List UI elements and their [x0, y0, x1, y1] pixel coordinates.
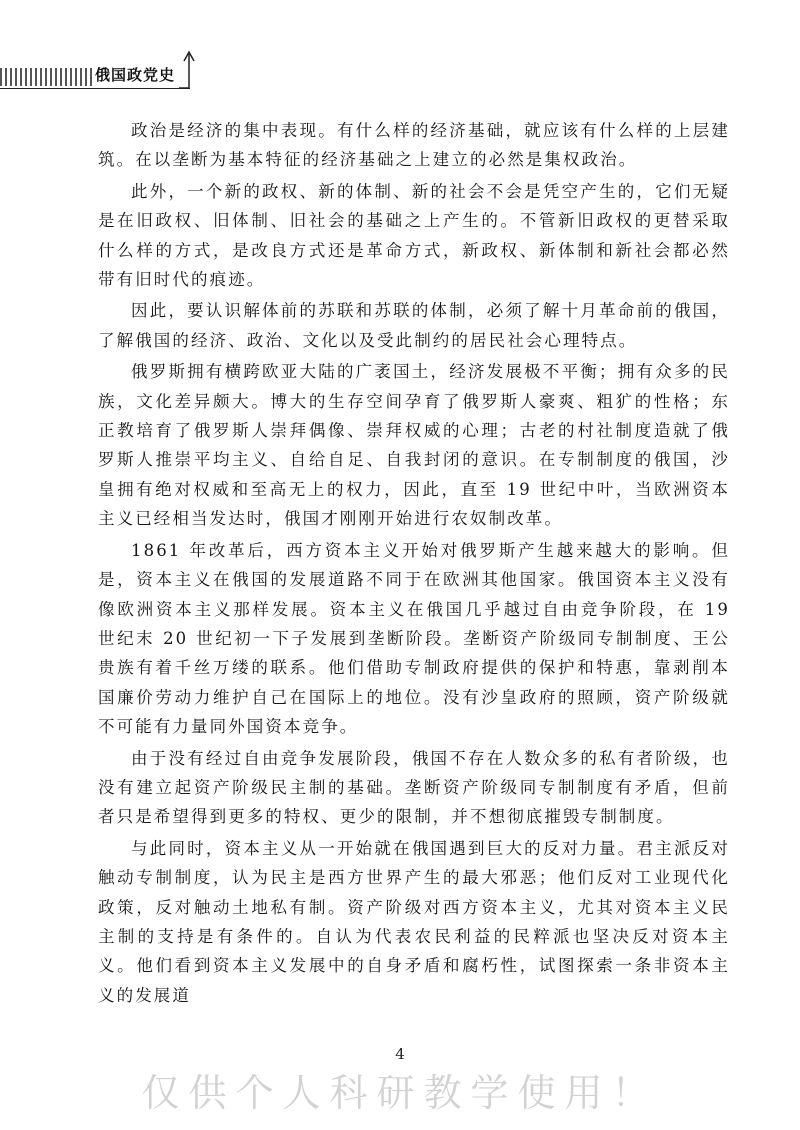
book-title: 俄国政党史	[95, 66, 176, 84]
header-arrow-icon	[176, 48, 200, 92]
paragraph: 政治是经济的集中表现。有什么样的经济基础，就应该有什么样的上层建筑。在以垄断为基本特征的经济基础之上建立的必然是集权政治。	[98, 121, 730, 170]
watermark: 仅供个人科研教学使用！	[141, 1071, 659, 1115]
header-rule	[0, 88, 190, 89]
running-header	[0, 48, 800, 108]
paragraph: 1861 年改革后，西方资本主义开始对俄罗斯产生越来越大的影响。但是，资本主义在俄国的发展道路不同于在欧洲其他国家。俄国资本主义没有像欧洲资本主义那样发展。资本主义在俄国几乎越过自由竞争阶段，在 19 世纪末 20 世纪初一下子发展到垄断阶段。垄断资产阶级同专制制度、王公贵族有着千丝万缕的联系。他们借助专制政府提供的保护和特惠，靠剥削本国廉价劳动力维护自己在国际上的地位。没有沙皇政府的照顾，资产阶级就不可能有力量同外国资本竞争。	[98, 540, 730, 737]
paragraph: 此外，一个新的政权、新的体制、新的社会不会是凭空产生的，它们无疑是在旧政权、旧体制、旧社会的基础之上产生的。不管新旧政权的更替采取什么样的方式，是改良方式还是革命方式，新政权、新体制和新社会都必然带有旧时代的痕迹。	[98, 181, 730, 290]
paragraph: 因此，要认识解体前的苏联和苏联的体制，必须了解十月革命前的俄国，了解俄国的经济、政治、文化以及受此制约的居民社会心理特点。	[98, 301, 730, 350]
body-text	[98, 116, 730, 1010]
page-number: 4	[395, 1045, 405, 1063]
paragraph: 俄罗斯拥有横跨欧亚大陆的广袤国土，经济发展极不平衡；拥有众多的民族，文化差异颇大。博大的生存空间孕育了俄罗斯人豪爽、粗犷的性格；东正教培育了俄罗斯人崇拜偶像、崇拜权威的心理；古老的村社制度造就了俄罗斯人推崇平均主义、自给自足、自我封闭的意识。在专制制度的俄国，沙皇拥有绝对权威和至高无上的权力，因此，直至 19 世纪中叶，当欧洲资本主义已经相当发达时，俄国才刚刚开始进行农奴制改革。	[98, 362, 730, 529]
paragraph: 由于没有经过自由竞争发展阶段，俄国不存在人数众多的私有者阶级，也没有建立起资产阶级民主制的基础。垄断资产阶级同专制制度有矛盾，但前者只是希望得到更多的特权、更少的限制，并不想彻底摧毁专制制度。	[98, 748, 730, 827]
header-hatch-decoration	[0, 68, 92, 86]
paragraph: 与此同时，资本主义从一开始就在俄国遇到巨大的反对力量。君主派反对触动专制制度，认为民主是西方世界产生的最大邪恶；他们反对工业现代化政策，反对触动土地私有制。资产阶级对西方资本主义，尤其对资本主义民主制的支持是有条件的。自认为代表农民利益的民粹派也坚决反对资本主义。他们看到资本主义发展中的自身矛盾和腐朽性，试图探索一条非资本主义的发展道	[98, 838, 730, 1005]
